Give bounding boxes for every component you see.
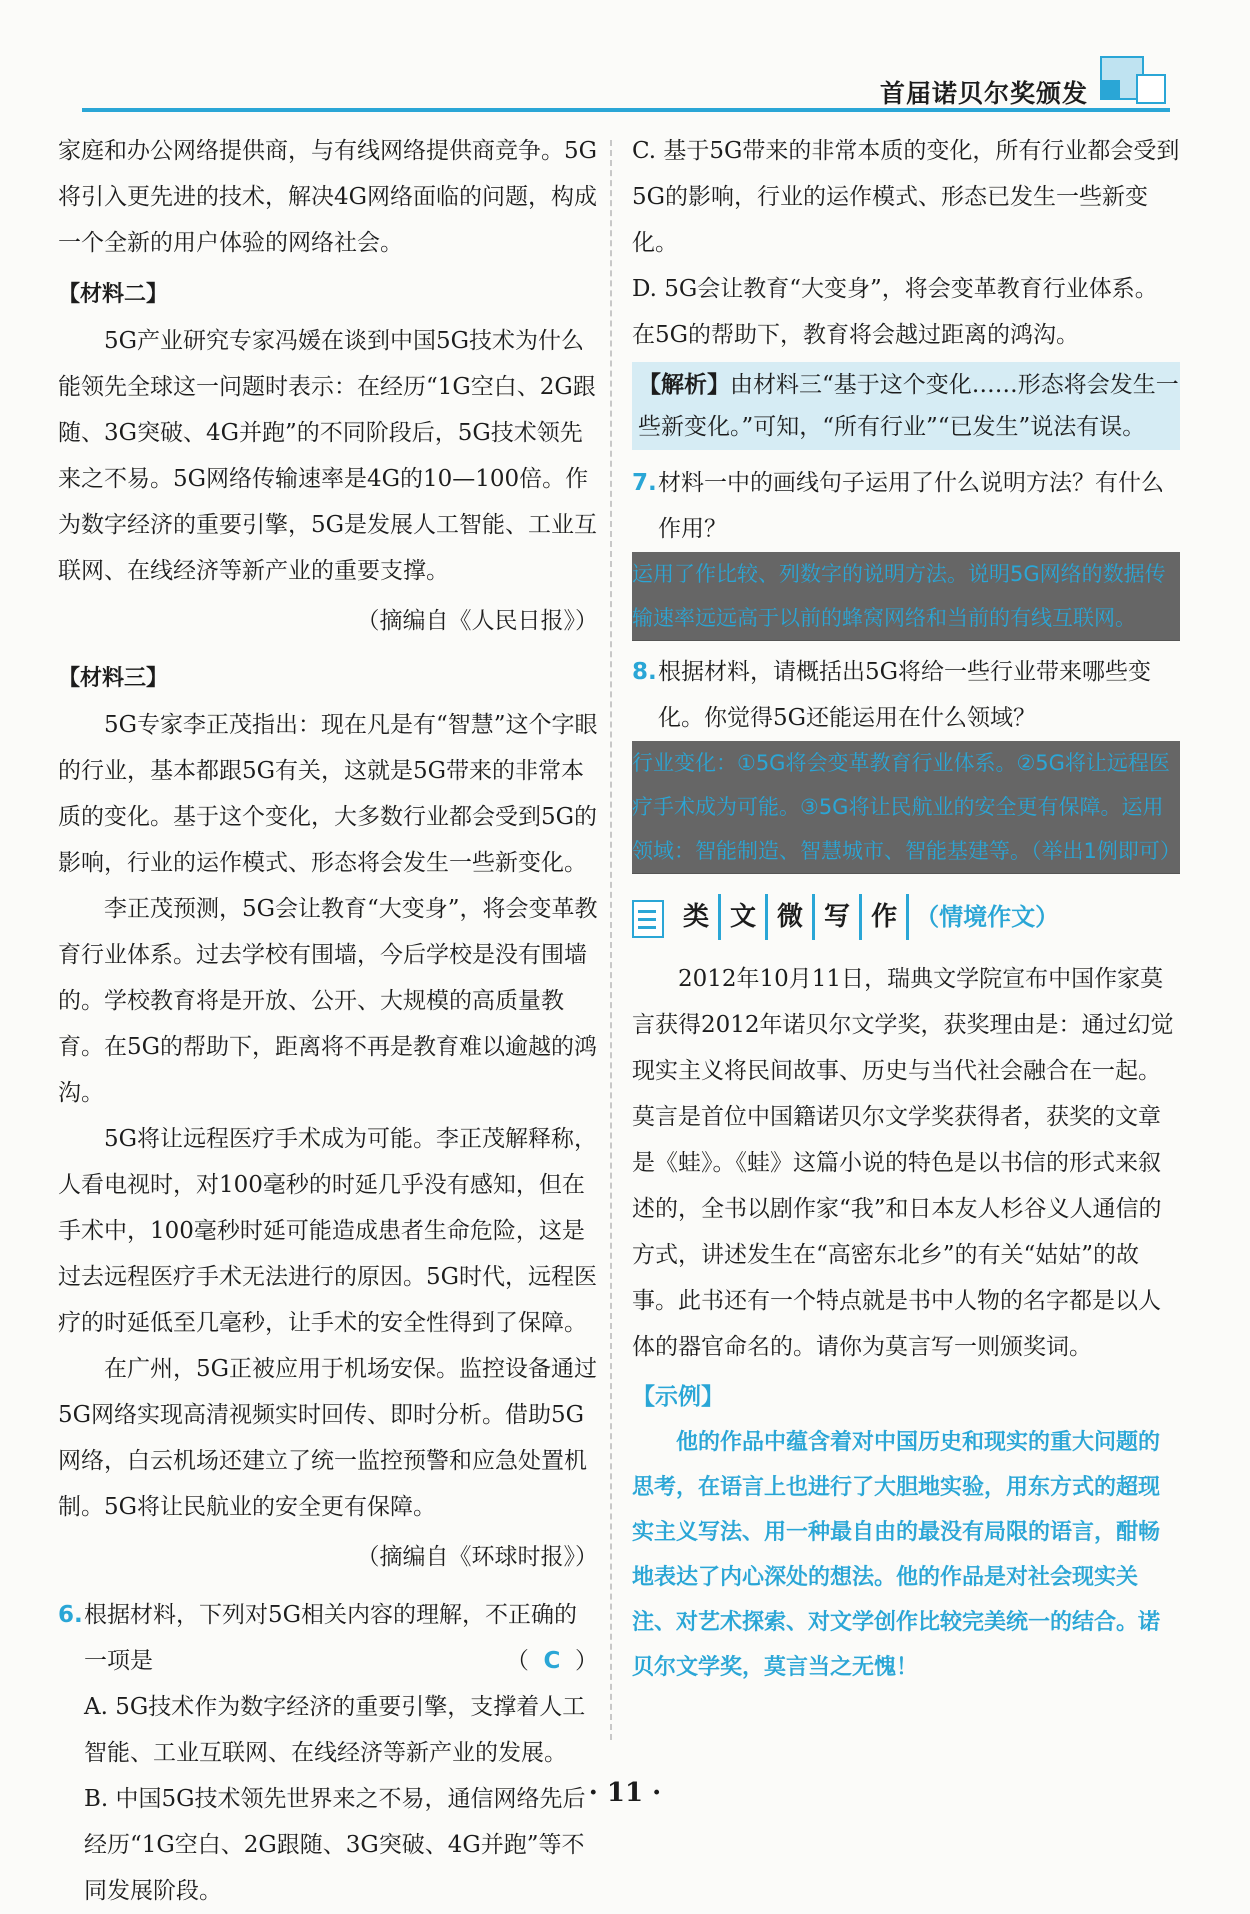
question-8-number: 8. (632, 659, 657, 685)
section-word-1: 类 (674, 894, 721, 940)
right-column (632, 128, 1180, 1690)
material2-title: 【材料二】 (58, 282, 169, 307)
question-6-option-c: C. 基于5G带来的非常本质的变化，所有行业都会受到5G的影响，行业的运作模式、形态已发生一些新变化。 (632, 138, 1180, 256)
section-word-2: 文 (721, 894, 768, 940)
material3-paragraph-2: 李正茂预测，5G会让教育“大变身”，将会变革教育行业体系。过去学校有围墙，今后学校是没有围墙的。学校教育将是开放、公开、大规模的高质量教育。在5G的帮助下，距离将不再是教育难以逾越的鸿沟。 (58, 896, 598, 1106)
column-divider (610, 140, 612, 1740)
material3-paragraph-1: 5G专家李正茂指出：现在凡是有“智慧”这个字眼的行业，基本都跟5G有关，这就是5G带来的非常本质的变化。基于这个变化，大多数行业都会受到5G的影响，行业的运作模式、形态将会发生一些新变化。 (58, 712, 598, 876)
question-8-stem: 根据材料，请概括出5G将给一些行业带来哪些变化。你觉得5G还能运用在什么领域？ (658, 659, 1152, 731)
essay-prompt: 2012年10月11日，瑞典文学院宣布中国作家莫言获得2012年诺贝尔文学奖，获奖理由是：通过幻觉现实主义将民间故事、历史与当代社会融合在一起。莫言是首位中国籍诺贝尔文学奖获得者，获奖的文章是《蛙》。《蛙》这篇小说的特色是以书信的形式来叙述的，全书以剧作家“我”和日本友人杉谷义人通信的方式，讲述发生在“高密东北乡”的有关“姑姑”的故事。此书还有一个特点就是书中人物的名字都是以人体的器官命名的。请你为莫言写一则颁奖词。 (632, 966, 1174, 1360)
section-word-5: 作 (862, 894, 909, 940)
header-title: 首届诺贝尔奖颁发 (879, 79, 1088, 108)
example-text: 他的作品中蕴含着对中国历史和现实的重大问题的思考，在语言上也进行了大胆地实验，用东方式的超现实主义写法、用一种最自由的最没有局限的语言，酣畅地表达了内心深处的想法。他的作品是对社会现实关注、对艺术探索、对文学创作比较完美统一的结合。诺贝尔文学奖，莫言当之无愧！ (632, 1430, 1161, 1680)
material2-paragraph: 5G产业研究专家冯媛在谈到中国5G技术为什么能领先全球这一问题时表示：在经历“1G空白、2G跟随、3G突破、4G并跑”的不同阶段后，5G技术领先来之不易。5G网络传输速率是4G的10—100倍。作为数字经济的重要引擎，5G是发展人工智能、工业互联网、在线经济等新产业的重要支撑。 (58, 328, 598, 584)
material2-source: （摘编自《人民日报》） (356, 608, 598, 634)
question-8 (632, 649, 1180, 741)
question-6-option-b: B. 中国5G技术领先世界来之不易，通信网络先后经历“1G空白、2G跟随、3G突破、4G并跑”等不同发展阶段。 (84, 1786, 586, 1904)
material1-continuation: 家庭和办公网络提供商，与有线网络提供商竞争。5G将引入更先进的技术，解决4G网络面临的问题，构成一个全新的用户体验的网络社会。 (58, 138, 598, 256)
example-label: 【示例】 (632, 1384, 724, 1410)
section-word-4: 写 (815, 894, 862, 940)
question-6-option-a: A. 5G技术作为数字经济的重要引擎，支撑着人工智能、工业互联网、在线经济等新产业的发展。 (84, 1694, 586, 1766)
question-6 (58, 1592, 598, 1684)
question-6-answer: C (543, 1648, 561, 1674)
question-7-answer: 运用了作比较、列数字的说明方法。说明5G网络的数据传输速率远远高于以前的蜂窝网络和当前的有线互联网。 (632, 552, 1180, 641)
question-6-answer-blank: （ C ） (505, 1648, 598, 1674)
question-6-number: 6. (58, 1602, 83, 1628)
header-decor-small-square (1100, 80, 1120, 100)
question-7-stem: 材料一中的画线句子运用了什么说明方法？有什么作用？ (658, 470, 1164, 542)
material3-paragraph-4: 在广州，5G正被应用于机场安保。监控设备通过5G网络实现高清视频实时回传、即时分析。借助5G网络，白云机场还建立了统一监控预警和应急处置机制。5G将让民航业的安全更有保障。 (58, 1356, 598, 1520)
material3-paragraph-3: 5G将让远程医疗手术成为可能。李正茂解释称，人看电视时，对100毫秒的时延几乎没有感知，但在手术中，100毫秒时延可能造成患者生命危险，这是过去远程医疗手术无法进行的原因。5G时代，远程医疗的时延低至几毫秒，让手术的安全性得到了保障。 (58, 1126, 598, 1336)
question-6-stem: 根据材料，下列对5G相关内容的理解，不正确的一项是 (84, 1602, 578, 1674)
left-column (58, 128, 598, 1914)
page-number: · 11 · (588, 1778, 662, 1808)
analysis-text: 由材料三“基于这个变化……形态将会发生一些新变化。”可知，“所有行业”“已发生”说法有误。 (638, 372, 1179, 440)
question-6-option-d: D. 5G会让教育“大变身”，将会变革教育行业体系。在5G的帮助下，教育将会越过距离的鸿沟。 (632, 276, 1158, 348)
material3-title: 【材料三】 (58, 666, 169, 691)
header-rule (82, 108, 1170, 112)
analysis-label: 【解析】 (638, 372, 730, 398)
question-7-number: 7. (632, 470, 657, 496)
material3-source: （摘编自《环球时报》） (356, 1544, 598, 1570)
section-word-3: 微 (768, 894, 815, 940)
analysis-box (632, 362, 1180, 450)
section-heading (632, 892, 1180, 942)
writing-icon (632, 898, 666, 936)
page-header (82, 56, 1170, 114)
section-subtitle: （情境作文） (915, 903, 1060, 931)
question-8-answer: 行业变化：①5G将会变革教育行业体系。②5G将让远程医疗手术成为可能。③5G将让民航业的安全更有保障。运用领域：智能制造、智慧城市、智能基建等。（举出1例即可） (632, 741, 1180, 874)
question-7 (632, 460, 1180, 552)
header-decor-outline-square (1136, 74, 1166, 104)
